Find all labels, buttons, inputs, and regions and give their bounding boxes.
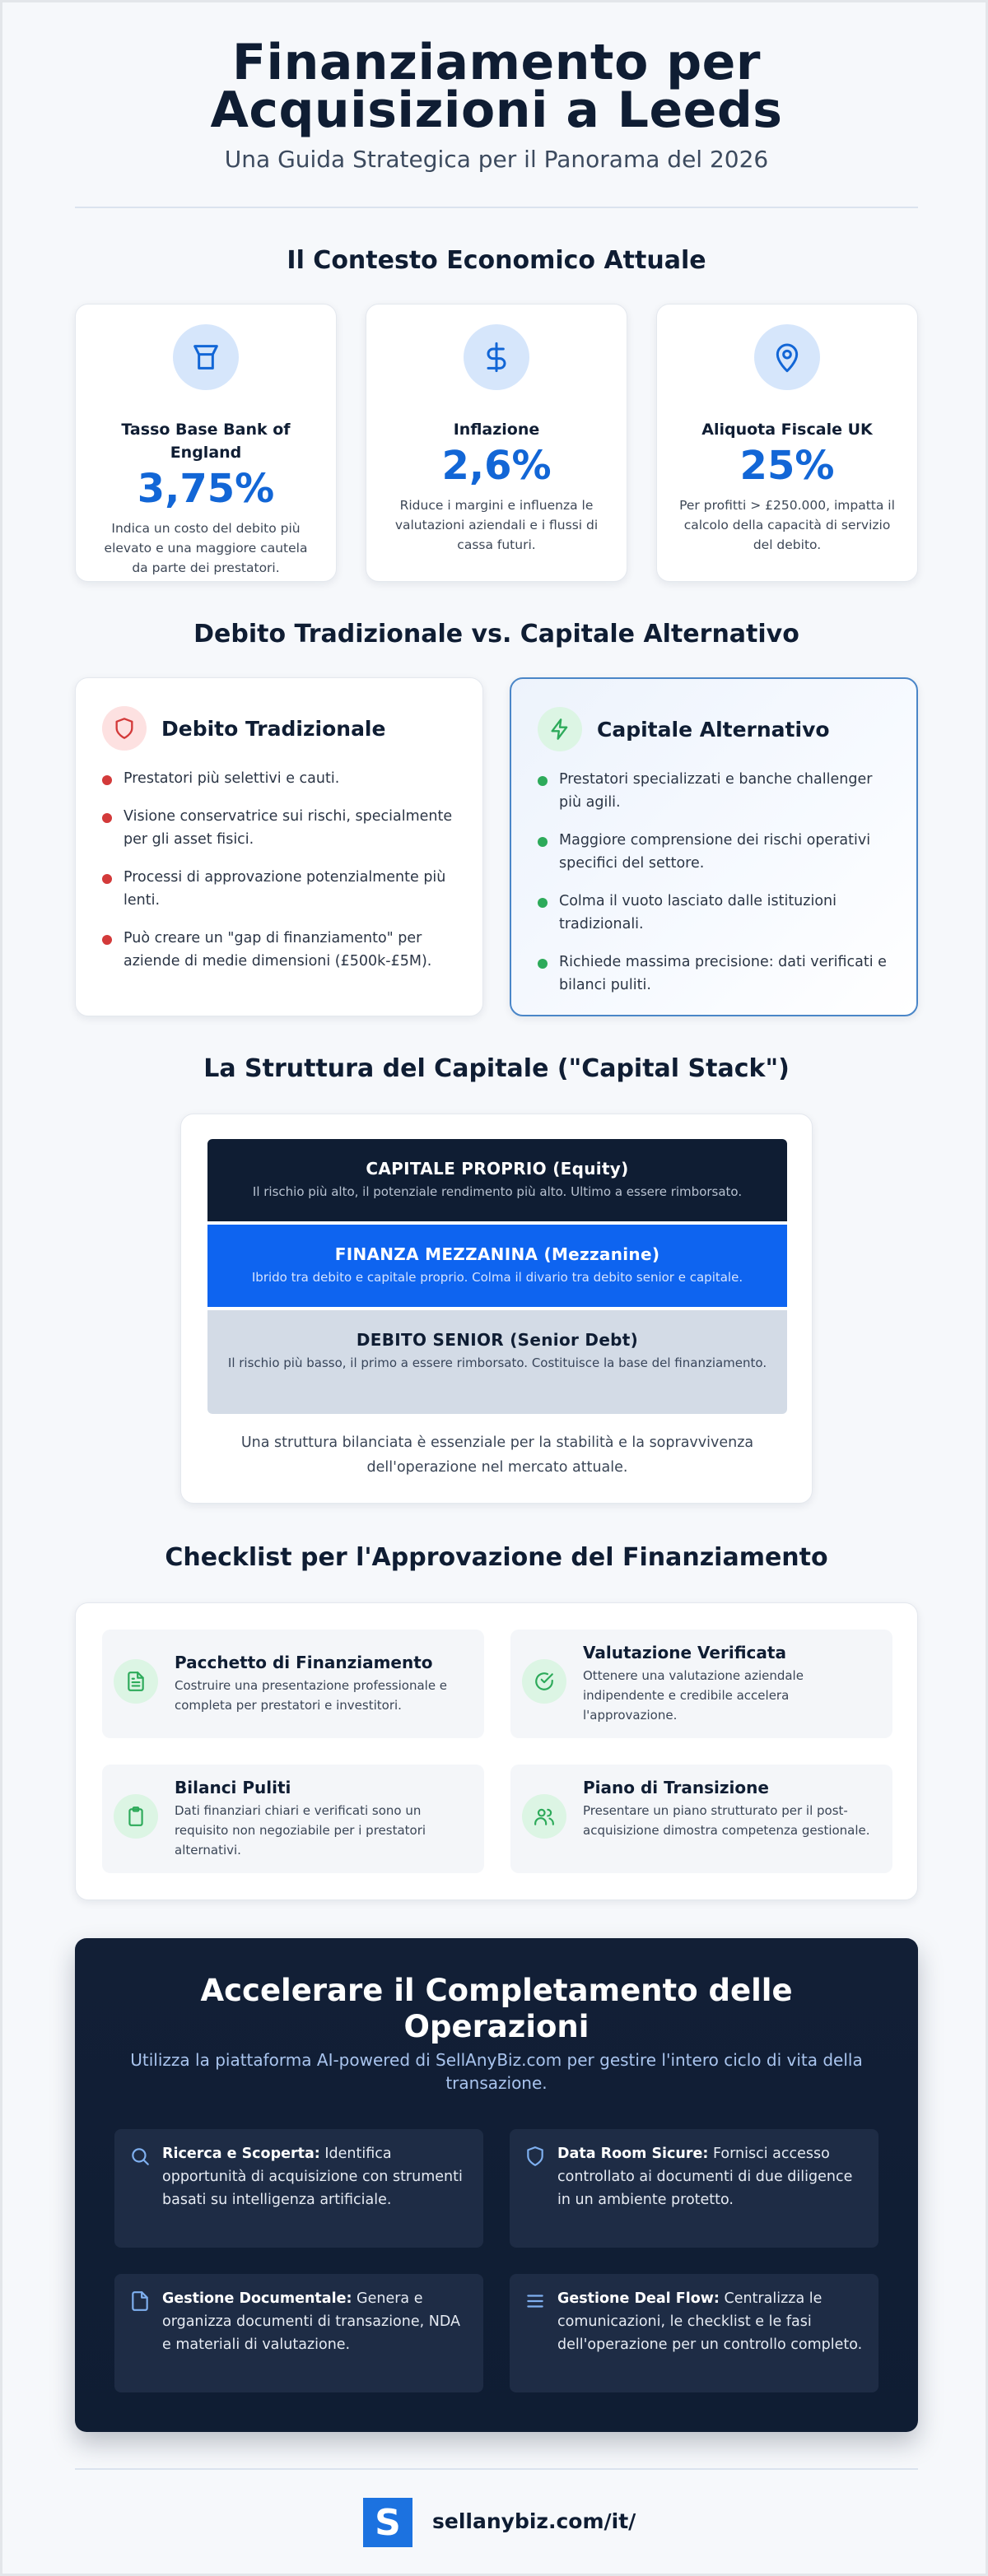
feature-title: Gestione Deal Flow: [557, 2290, 720, 2307]
layer-description: Il rischio più basso, il primo a essere rimborsato. Costituisce la base del finanziamento. [227, 1355, 767, 1370]
stat-label: Inflazione [453, 421, 540, 439]
list-item: Colma il vuoto lasciato dalle istituzioni tradizionali. [538, 890, 890, 936]
clipboard-icon [114, 1794, 158, 1839]
title-line-2: Acquisizioni a Leeds [210, 81, 783, 139]
checklist-item-desc: Dati finanziari chiari e verificati sono un requisito non negoziabile per i prestatori alternativi. [175, 1803, 426, 1858]
header [2, 34, 988, 173]
stat-description: Riduce i margini e influenza le valutazioni aziendali e i flussi di cassa futuri. [394, 498, 599, 552]
stat-value: 3,75% [137, 466, 275, 512]
feature-desc: Genera e organizza documenti di transazione, NDA e materiali di valutazione. [162, 2290, 460, 2353]
shield-icon [102, 706, 147, 751]
cta-panel [75, 1938, 918, 2432]
stack-layer-equity [207, 1139, 787, 1221]
checklist-item [102, 1630, 484, 1738]
cta-subtitle: Utilizza la piattaforma AI-powered di SellAnyBiz.com per gestire l'intero ciclo di vita della transazione. [130, 2050, 863, 2093]
check-circle-icon [522, 1659, 566, 1704]
dollar-icon [464, 324, 529, 390]
economic-section-title: Il Contesto Economico Attuale [287, 246, 706, 275]
stat-description: Indica un costo del debito più elevato e una maggiore cautela da parte dei prestatori. [104, 521, 308, 575]
sellanybiz-logo[interactable]: S [363, 2498, 412, 2547]
feature-research [114, 2129, 483, 2248]
layer-title: DEBITO SENIOR (Senior Debt) [356, 1330, 639, 1350]
bank-icon [173, 324, 239, 390]
list-item: Richiede massima precisione: dati verificati e bilanci puliti. [538, 951, 890, 997]
cta-title: Accelerare il Completamento delle Operazioni [200, 1973, 793, 2044]
feature-desc: Fornisci accesso controllato ai documenti di due diligence in un ambiente protetto. [557, 2146, 853, 2208]
shield-icon [524, 2146, 546, 2170]
map-pin-icon [754, 324, 820, 390]
list-item: Prestatori più selettivi e cauti. [102, 767, 456, 790]
checklist-section-title: Checklist per l'Approvazione del Finanziamento [165, 1543, 828, 1572]
stat-card-base-rate [75, 304, 337, 582]
checklist-item-title: Piano di Transizione [583, 1778, 769, 1797]
checklist-item-title: Pacchetto di Finanziamento [175, 1653, 433, 1672]
checklist-item [510, 1630, 892, 1738]
layer-title: FINANZA MEZZANINA (Mezzanine) [334, 1244, 660, 1264]
layer-description: Il rischio più alto, il potenziale rendimento più alto. Ultimo a essere rimborsato. [252, 1184, 743, 1199]
title-line-1: Finanziamento per [232, 34, 761, 91]
stat-description: Per profitti > £250.000, impatta il calcolo della capacità di servizio del debito. [679, 498, 895, 552]
page-subtitle: Una Guida Strategica per il Panorama del 2026 [224, 146, 769, 173]
list-item: Prestatori specializzati e banche challenger più agili. [538, 768, 890, 814]
lightning-icon [538, 707, 582, 751]
stat-label: Tasso Base Bank of England [121, 421, 291, 462]
checklist-card [75, 1602, 918, 1900]
stat-value: 2,6% [441, 443, 552, 489]
header-divider [75, 207, 918, 208]
search-icon [129, 2146, 151, 2170]
feature-documents [114, 2274, 483, 2392]
feature-desc: Identifica opportunità di acquisizione con strumenti basati su intelligenza artificiale. [162, 2146, 463, 2208]
stat-card-tax-rate [656, 304, 918, 582]
stat-value: 25% [739, 443, 835, 489]
page-title [2, 34, 988, 139]
feature-deal-flow [510, 2274, 878, 2392]
checklist-item-title: Bilanci Puliti [175, 1778, 291, 1797]
stack-section-title: La Struttura del Capitale ("Capital Stack") [203, 1054, 790, 1083]
checklist-item-desc: Presentare un piano strutturato per il post-acquisizione dimostra competenza gestionale. [583, 1803, 870, 1838]
traditional-debt-card [75, 677, 483, 1016]
stack-layer-mezzanine [207, 1225, 787, 1307]
list-item: Visione conservatrice sui rischi, specialmente per gli asset fisici. [102, 805, 456, 851]
checklist-item-title: Valutazione Verificata [583, 1643, 786, 1662]
stat-label: Aliquota Fiscale UK [701, 421, 873, 439]
comparison-section-title: Debito Tradizionale vs. Capitale Alternativo [193, 620, 799, 649]
checklist-item [102, 1765, 484, 1873]
list-item: Può creare un "gap di finanziamento" per aziende di medie dimensioni (£500k-£5M). [102, 927, 456, 973]
feature-data-room [510, 2129, 878, 2248]
feature-title: Data Room Sicure: [557, 2146, 709, 2162]
users-icon [522, 1794, 566, 1839]
feature-desc: Centralizza le comunicazioni, le checklist e le fasi dell'operazione per un controllo completo. [557, 2290, 863, 2353]
footer-divider [75, 2468, 918, 2470]
file-icon [129, 2290, 151, 2315]
document-icon [114, 1659, 158, 1704]
layer-title: CAPITALE PROPRIO (Equity) [366, 1159, 629, 1179]
menu-icon [524, 2290, 546, 2315]
stack-layer-senior-debt [207, 1310, 787, 1414]
checklist-item [510, 1765, 892, 1873]
capital-stack-card [180, 1114, 813, 1504]
feature-title: Gestione Documentale: [162, 2290, 352, 2307]
stat-card-inflation [366, 304, 627, 582]
list-item: Maggiore comprensione dei rischi operativi specifici del settore. [538, 829, 890, 875]
feature-title: Ricerca e Scoperta: [162, 2146, 320, 2162]
alternative-capital-title: Capitale Alternativo [597, 717, 830, 742]
list-item: Processi di approvazione potenzialmente più lenti. [102, 866, 456, 912]
layer-description: Ibrido tra debito e capitale proprio. Colma il divario tra debito senior e capitale. [251, 1270, 743, 1285]
footer-url-link[interactable]: sellanybiz.com/it/ [432, 2509, 636, 2533]
checklist-item-desc: Costruire una presentazione professionale e completa per prestatori e investitori. [175, 1678, 448, 1713]
checklist-item-desc: Ottenere una valutazione aziendale indipendente e credibile accelera l'approvazione. [583, 1668, 804, 1723]
traditional-debt-title: Debito Tradizionale [161, 716, 386, 741]
stack-note: Una struttura bilanciata è essenziale per la stabilità e la sopravvivenza dell'operazione nel mercato attuale. [240, 1434, 754, 1476]
alternative-capital-card [510, 677, 918, 1016]
